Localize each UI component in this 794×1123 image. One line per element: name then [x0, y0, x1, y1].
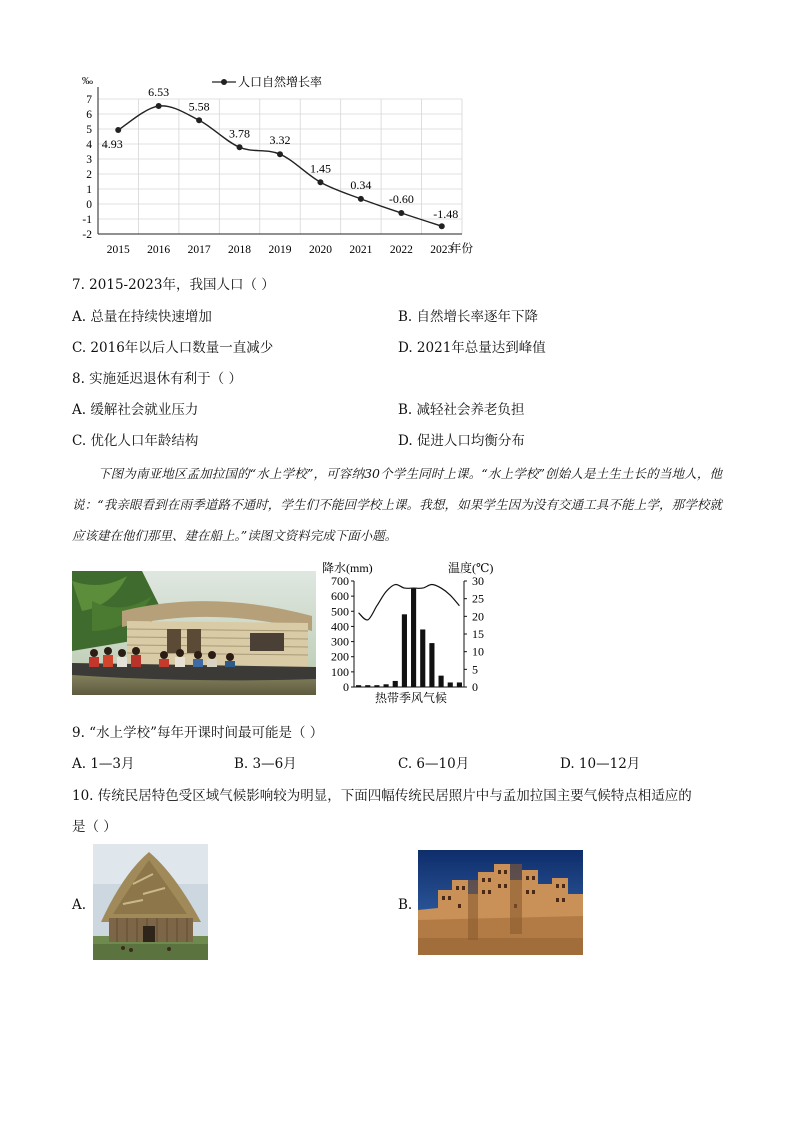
right-tick-label: 30 — [472, 574, 484, 588]
data-point — [115, 127, 121, 133]
data-point — [277, 151, 283, 157]
question-9-option-b[interactable]: B. 3—6月 — [234, 756, 297, 772]
mudbrick-tower-houses-photo[interactable] — [418, 850, 583, 955]
question-8-option-d[interactable]: D. 促进人口均衡分布 — [398, 433, 525, 449]
x-tick-label: 2019 — [268, 244, 292, 256]
data-point — [398, 210, 404, 216]
data-label: 3.78 — [229, 126, 251, 141]
population-growth-chart — [70, 62, 500, 262]
x-tick-label: 2020 — [308, 244, 332, 256]
right-tick-label: 20 — [472, 609, 484, 624]
left-tick-label: 500 — [331, 604, 349, 619]
temperature-tick-labels — [464, 574, 484, 694]
y-axis-unit: ‰ — [82, 75, 93, 87]
precipitation-bar — [429, 643, 434, 687]
data-point — [358, 196, 364, 202]
data-label: 4.93 — [101, 137, 123, 152]
data-label: 0.34 — [350, 177, 372, 192]
climate-chart-caption: 热带季风气候 — [375, 691, 448, 705]
climate-chart — [318, 559, 508, 707]
left-tick-label: 200 — [331, 649, 349, 664]
y-tick-label: 5 — [86, 124, 92, 136]
data-label: -0.60 — [388, 192, 414, 206]
right-tick-label: 10 — [472, 644, 484, 659]
precipitation-bar — [356, 685, 361, 687]
question-8-option-b[interactable]: B. 减轻社会养老负担 — [398, 402, 525, 418]
y-tick-label: -2 — [82, 229, 92, 241]
water-school-photo — [72, 571, 316, 695]
precipitation-bars — [356, 589, 462, 687]
question-7-option-b[interactable]: B. 自然增长率逐年下降 — [398, 309, 539, 325]
data-point — [156, 103, 162, 109]
y-tick-label: 4 — [86, 139, 92, 151]
data-label: 1.45 — [309, 161, 331, 176]
right-tick-label: 25 — [472, 591, 484, 606]
data-point — [439, 223, 445, 229]
question-7-option-d[interactable]: D. 2021年总量达到峰值 — [398, 340, 546, 356]
x-tick-label: 2018 — [228, 244, 252, 256]
data-label: 6.53 — [148, 85, 170, 100]
y-tick-label: 1 — [86, 184, 92, 196]
reading-passage: 下图为南亚地区孟加拉国的“水上学校”，可容纳30个学生同时上课。“水上学校”创始人是土生土长的当地人，他说：“我亲眼看到在雨季道路不通时，学生们不能回学校上课。我想，如果学生因为没有交通工具不能上学，那学校就应该建在他们那里、建在船上。”读图文资料完成下面小题。 — [72, 466, 722, 543]
thatched-hut-photo[interactable] — [93, 844, 208, 960]
temperature-curve — [359, 584, 460, 620]
y-tick-label: 6 — [86, 109, 92, 121]
question-9-option-a[interactable]: A. 1—3月 — [72, 756, 135, 772]
precipitation-bar — [411, 589, 416, 687]
data-label: 3.32 — [269, 133, 291, 148]
x-tick-label: 2016 — [147, 244, 171, 256]
left-tick-label: 300 — [331, 634, 349, 649]
question-8-option-c[interactable]: C. 优化人口年龄结构 — [72, 433, 199, 449]
question-9-option-c[interactable]: C. 6—10月 — [398, 756, 470, 772]
data-point — [196, 117, 202, 123]
question-9-stem: 9. “水上学校”每年开课时间最可能是（ ） — [72, 725, 324, 741]
right-tick-label: 15 — [472, 627, 484, 641]
data-label: -1.48 — [433, 207, 459, 222]
right-tick-label: 5 — [472, 662, 478, 677]
precipitation-bar — [365, 685, 370, 687]
left-tick-label: 0 — [343, 680, 349, 694]
y-tick-label: -1 — [82, 214, 92, 226]
left-tick-label: 400 — [331, 619, 349, 634]
precipitation-bar — [457, 682, 462, 687]
question-7-stem: 7. 2015-2023年，我国人口（ ） — [72, 277, 275, 293]
data-point — [317, 179, 323, 185]
question-10-stem-line2: 是（ ） — [72, 819, 117, 835]
precipitation-bar — [439, 676, 444, 687]
x-axis-tick-labels — [107, 244, 454, 256]
x-tick-label: 2021 — [349, 244, 373, 256]
question-9-option-d[interactable]: D. 10—12月 — [560, 756, 641, 772]
y-tick-label: 2 — [86, 169, 92, 181]
precipitation-bar — [374, 685, 379, 687]
question-7-option-a[interactable]: A. 总量在持续快速增加 — [72, 309, 212, 325]
precipitation-axis-label: 降水(mm) — [322, 561, 373, 575]
x-tick-label: 2017 — [187, 244, 211, 256]
data-point — [237, 144, 243, 150]
x-tick-label: 2023 — [430, 244, 454, 256]
precipitation-bar — [420, 629, 425, 687]
legend-label: 人口自然增长率 — [238, 75, 323, 89]
y-tick-label: 7 — [86, 94, 92, 106]
data-label: 5.58 — [188, 99, 210, 114]
x-axis-suffix: 年份 — [450, 243, 473, 255]
y-tick-label: 0 — [86, 199, 92, 211]
left-tick-label: 100 — [331, 664, 349, 679]
question-10-stem-line1: 10. 传统民居特色受区域气候影响较为明显，下面四幅传统民居照片中与孟加拉国主要气候特点相适应的 — [72, 788, 692, 804]
precipitation-bar — [402, 614, 407, 687]
precipitation-tick-labels — [331, 574, 354, 694]
y-tick-label: 3 — [86, 154, 92, 166]
precipitation-bar — [384, 684, 389, 687]
question-7-option-c[interactable]: C. 2016年以后人口数量一直减少 — [72, 340, 274, 356]
right-tick-label: 0 — [472, 680, 478, 694]
question-8-stem: 8. 实施延迟退休有利于（ ） — [72, 371, 242, 387]
left-tick-label: 700 — [331, 574, 349, 588]
question-10-option-a-label[interactable]: A. — [72, 897, 87, 913]
question-8-option-a[interactable]: A. 缓解社会就业压力 — [72, 402, 199, 418]
question-10-option-b-label[interactable]: B. — [398, 897, 413, 913]
x-tick-label: 2015 — [106, 244, 130, 256]
x-tick-label: 2022 — [389, 244, 413, 256]
temperature-line — [359, 584, 460, 620]
precipitation-bar — [393, 681, 398, 687]
temperature-axis-label: 温度(℃) — [448, 561, 494, 575]
left-tick-label: 600 — [331, 589, 349, 604]
precipitation-bar — [448, 682, 453, 687]
climate-chart-axes — [354, 581, 464, 687]
